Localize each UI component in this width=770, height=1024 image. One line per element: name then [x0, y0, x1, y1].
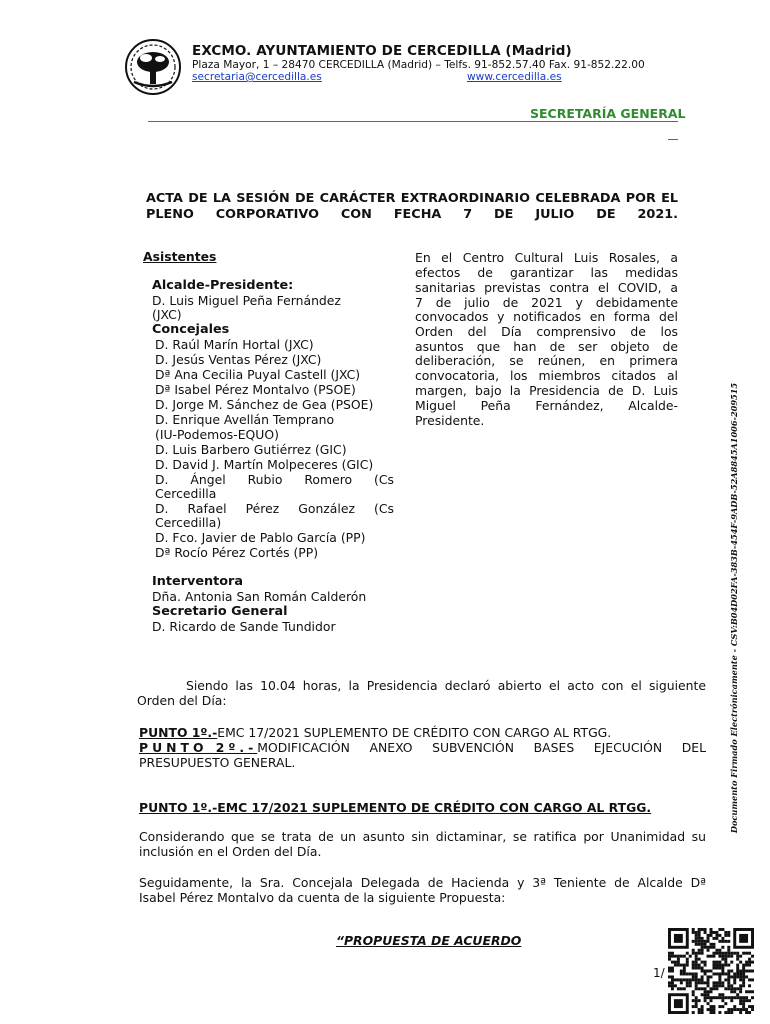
intro-line: deliberación, se reúnen, en primera	[415, 353, 678, 368]
councillor-line: D. Fco. Javier de Pablo García (PP)	[155, 530, 366, 545]
intro-line: asuntos que han de ser objeto de	[415, 339, 678, 354]
agenda-item-2-label: PUNTO 2º.-	[139, 740, 258, 755]
intro-line: Orden del Día comprensivo de los	[415, 324, 678, 339]
signature-csv-text: Documento Firmado Electrónicamente - CSV:B04D02FA-383B-454F-9ADB-52A8845A1006-209515	[729, 382, 739, 834]
intro-line: En el Centro Cultural Luis Rosales, a	[415, 250, 678, 265]
acta-title: ACTA DE LA SESIÓN DE CARÁCTER EXTRAORDINARIO CELEBRADA POR EL PLENO CORPORATIVO CON FECHA 7 DE JULIO DE 2021.	[146, 191, 678, 222]
councillors-label: Concejales	[152, 322, 230, 337]
verification-qr-code	[668, 928, 754, 1014]
councillor-line: D. Raúl Marín Hortal (JXC)	[155, 337, 314, 352]
page-number: 1/	[653, 966, 665, 980]
agenda-item-1-text: EMC 17/2021 SUPLEMENTO DE CRÉDITO CON CARGO AL RTGG.	[217, 725, 612, 740]
mayor-party: (JXC)	[152, 307, 182, 322]
councillor-line: D. Ángel Rubio Romero (Cs	[155, 472, 394, 487]
electronic-signature-note	[726, 382, 742, 834]
councillor-line: Cercedilla	[155, 486, 217, 501]
councillor-line: D. Jesús Ventas Pérez (JXC)	[155, 352, 322, 367]
header-divider	[148, 121, 678, 122]
councillor-line: Dª Rocío Pérez Cortés (PP)	[155, 545, 319, 560]
intro-line: convocados y notificados en forma del	[415, 309, 678, 324]
mayor-label: Alcalde-Presidente:	[152, 278, 294, 293]
comptroller-label: Interventora	[152, 574, 243, 589]
department-label: SECRETARÍA GENERAL	[530, 106, 686, 121]
opening-line: Orden del Día:	[137, 693, 227, 708]
intro-line: margen, bajo la Presidencia de D. Luis	[415, 383, 678, 398]
paragraph-line: inclusión en el Orden del Día.	[139, 844, 322, 859]
proposal-heading: “PROPUESTA DE ACUERDO	[336, 933, 522, 948]
intro-line: efectos de garantizar las medidas	[415, 265, 678, 280]
councillor-line: Cercedilla)	[155, 515, 222, 530]
councillor-line: D. Luis Barbero Gutiérrez (GIC)	[155, 442, 347, 457]
intro-line: convocatoria, los miembros citados al	[415, 368, 678, 383]
paragraph-line: Considerando que se trata de un asunto sin dictaminar, se ratifica por Unanimidad su	[139, 829, 706, 844]
intro-line: sanitarias previstas contra el COVID, a	[415, 280, 678, 295]
councillor-line: (IU-Podemos-EQUO)	[155, 427, 279, 442]
paragraph-line: Seguidamente, la Sra. Concejala Delegada de Hacienda y 3ª Teniente de Alcalde Dª	[139, 875, 706, 890]
councillor-line: D. David J. Martín Molpeceres (GIC)	[155, 457, 374, 472]
municipal-coat-of-arms-logo	[124, 38, 182, 96]
paragraph-line: Isabel Pérez Montalvo da cuenta de la siguiente Propuesta:	[139, 890, 506, 905]
email-link[interactable]: secretaria@cercedilla.es	[192, 71, 322, 83]
councillor-line: D. Rafael Pérez González (Cs	[155, 501, 394, 516]
councillor-line: Dª Isabel Pérez Montalvo (PSOE)	[155, 382, 356, 397]
agenda-item-2-text: MODIFICACIÓN ANEXO SUBVENCIÓN BASES EJECUCIÓN DEL	[257, 740, 706, 755]
attendees-heading: Asistentes	[143, 249, 217, 264]
mayor-name: D. Luis Miguel Peña Fernández	[152, 293, 341, 308]
agenda-item-1-label: PUNTO 1º.-	[139, 725, 218, 740]
councillor-line: Dª Ana Cecilia Puyal Castell (JXC)	[155, 367, 361, 382]
intro-line: Miguel Peña Fernández, Alcalde-	[415, 398, 678, 413]
comptroller-name: Dña. Antonia San Román Calderón	[152, 589, 367, 604]
municipality-title: EXCMO. AYUNTAMIENTO DE CERCEDILLA (Madrid)	[192, 43, 572, 59]
agenda-item-1	[139, 725, 611, 740]
councillor-line: D. Jorge M. Sánchez de Gea (PSOE)	[155, 397, 374, 412]
agenda-item-2	[139, 740, 706, 755]
agenda-item-2-text-cont: PRESUPUESTO GENERAL.	[139, 755, 296, 770]
municipality-address: Plaza Mayor, 1 – 28470 CERCEDILLA (Madrid) – Telfs. 91-852.57.40 Fax. 91-852.22.00	[192, 59, 645, 71]
councillor-line: D. Enrique Avellán Temprano	[155, 412, 335, 427]
header-divider-tail	[668, 139, 678, 140]
section-1-heading: PUNTO 1º.-EMC 17/2021 SUPLEMENTO DE CRÉDITO CON CARGO AL RTGG.	[139, 800, 652, 815]
secretary-label: Secretario General	[152, 604, 288, 619]
website-link[interactable]: www.cercedilla.es	[467, 71, 562, 83]
intro-line: Presidente.	[415, 413, 485, 428]
intro-line: 7 de julio de 2021 y debidamente	[415, 295, 678, 310]
opening-line: Siendo las 10.04 horas, la Presidencia declaró abierto el acto con el siguiente	[186, 678, 706, 693]
secretary-name: D. Ricardo de Sande Tundidor	[152, 619, 336, 634]
